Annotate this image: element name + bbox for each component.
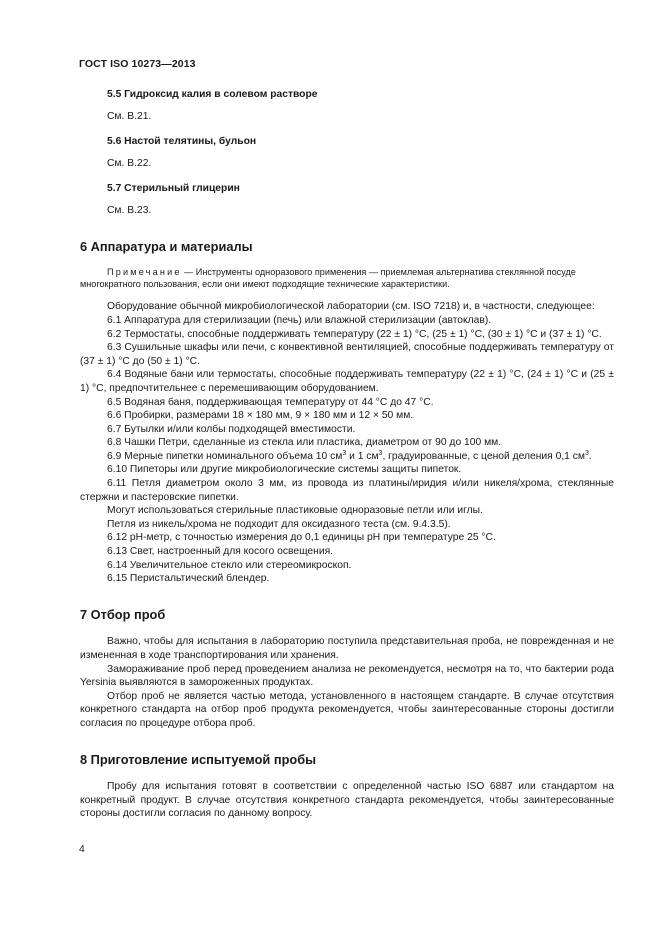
note (80, 267, 614, 290)
paragraph: Замораживание проб перед проведением анализа не рекомендуется, несмотря на то, что бактерии рода Yersinia выявляются в замороженных продуктах. (80, 663, 614, 689)
list-item: 6.14 Увеличительное стекло или стереомикроскоп. (107, 559, 352, 571)
paragraph: Важно, чтобы для испытания в лабораторию поступила представительная проба, не поврежденная и не измененная в ходе транспортирования или хранения. (80, 636, 614, 661)
superscript: 3 (585, 449, 589, 457)
text-run: , градуированные, с ценой деления 0,1 см (382, 450, 585, 462)
subsection-ref: См. В.22. (107, 157, 152, 169)
note-text-continued: многократного пользования, если они имеют подходящие технические характеристики. (80, 278, 450, 289)
paragraph: Пробу для испытания готовят в соответствии с определенной частью ISO 6887 или стандартом на конкретный продукт. В случае отсутствия конкретного стандарта рекомендуется, чтобы заинтересованные стороны достигли согласия по данному вопросу. (80, 781, 614, 820)
list-item: 6.13 Свет, настроенный для косого освещения. (107, 546, 334, 558)
superscript: 3 (342, 449, 347, 457)
subsection-title: 5.6 Настой телятины, бульон (107, 136, 257, 148)
list-item: 6.10 Пипеторы или другие микробиологические системы защиты пипеток. (107, 464, 462, 476)
list-item: 6.7 Бутылки и/или колбы подходящей вместимости. (107, 423, 356, 435)
page-number: 4 (79, 844, 85, 855)
section-title: 8 Приготовление испытуемой пробы (80, 751, 317, 767)
note-text: — Инструменты одноразового применения — приемлемая альтернатива стеклянной посуде (181, 267, 576, 278)
list-item: 6.2 Термостаты, способные поддерживать температуру (22 ± 1) °С, (25 ± 1) °С, (30 ± 1) °С и (37 ± 1) °С. (107, 328, 602, 340)
list-item (80, 450, 614, 464)
text-run: 6.9 Мерные пипетки номинального объема 10 см (107, 450, 343, 462)
subsection-title: 5.7 Стерильный глицерин (107, 183, 240, 195)
document-header: ГОСТ ISO 10273—2013 (79, 58, 196, 70)
paragraph: Отбор проб не является частью метода, установленного в настоящем стандарте. В случае отсутствия конкретного стандарта на отбор проб продукта рекомендуется, чтобы заинтересованные стороны достигли согласия по процедуре отбора проб. (80, 690, 614, 729)
superscript: 3 (378, 449, 383, 457)
section-title: 7 Отбор проб (80, 606, 166, 622)
section-title: 6 Аппаратура и материалы (80, 238, 253, 254)
list-item: 6.6 Пробирки, размерами 18 × 180 мм, 9 × 180 мм и 12 × 50 мм. (107, 410, 414, 422)
paragraph: Оборудование обычной микробиологической лаборатории (см. ISO 7218) и, в частности, следующее: (107, 301, 595, 313)
list-item: 6.11 Петля диаметром около 3 мм, из провода из платины/иридия и/или никеля/хрома, стеклянные стержни и пастеровские пипетки. (80, 478, 614, 503)
subsection-ref: См. В.23. (107, 204, 152, 216)
list-item: 6.15 Перистальтический блендер. (107, 573, 270, 585)
text-run: . (588, 450, 592, 462)
list-item: 6.4 Водяные бани или термостаты, способные поддерживать температуру (22 ± 1) °С, (24 ± 1) °С и (25 ± 1) °С, предпочтительнее с перемешивающим оборудованием. (80, 369, 614, 394)
text-run: и 1 см (346, 450, 379, 462)
page-content (80, 88, 614, 821)
paragraph: Могут использоваться стерильные пластиковые одноразовые петли или иглы. (107, 505, 483, 517)
list-item: 6.12 pH-метр, с точностью измерения до 0,1 единицы pH при температуре 25 °С. (107, 532, 496, 544)
note-label: Примечание (107, 267, 182, 278)
subsection-title: 5.5 Гидроксид калия в солевом растворе (107, 89, 318, 100)
list-item: 6.5 Водяная баня, поддерживающая температуру от 44 °С до 47 °С. (107, 396, 434, 408)
paragraph: Петля из никель/хрома не подходит для оксидазного теста (см. 9.4.3.5). (107, 518, 451, 530)
list-item: 6.8 Чашки Петри, сделанные из стекла или пластика, диаметром от 90 до 100 мм. (107, 437, 502, 449)
list-item: 6.1 Аппаратура для стерилизации (печь) или влажной стерилизации (автоклав). (107, 314, 492, 326)
subsection-ref: См. В.21. (107, 110, 152, 122)
list-item: 6.3 Сушильные шкафы или печи, с конвективной вентиляцией, способные поддерживать температуру от (37 ± 1) °С до (50 ± 1) °С. (80, 342, 614, 367)
